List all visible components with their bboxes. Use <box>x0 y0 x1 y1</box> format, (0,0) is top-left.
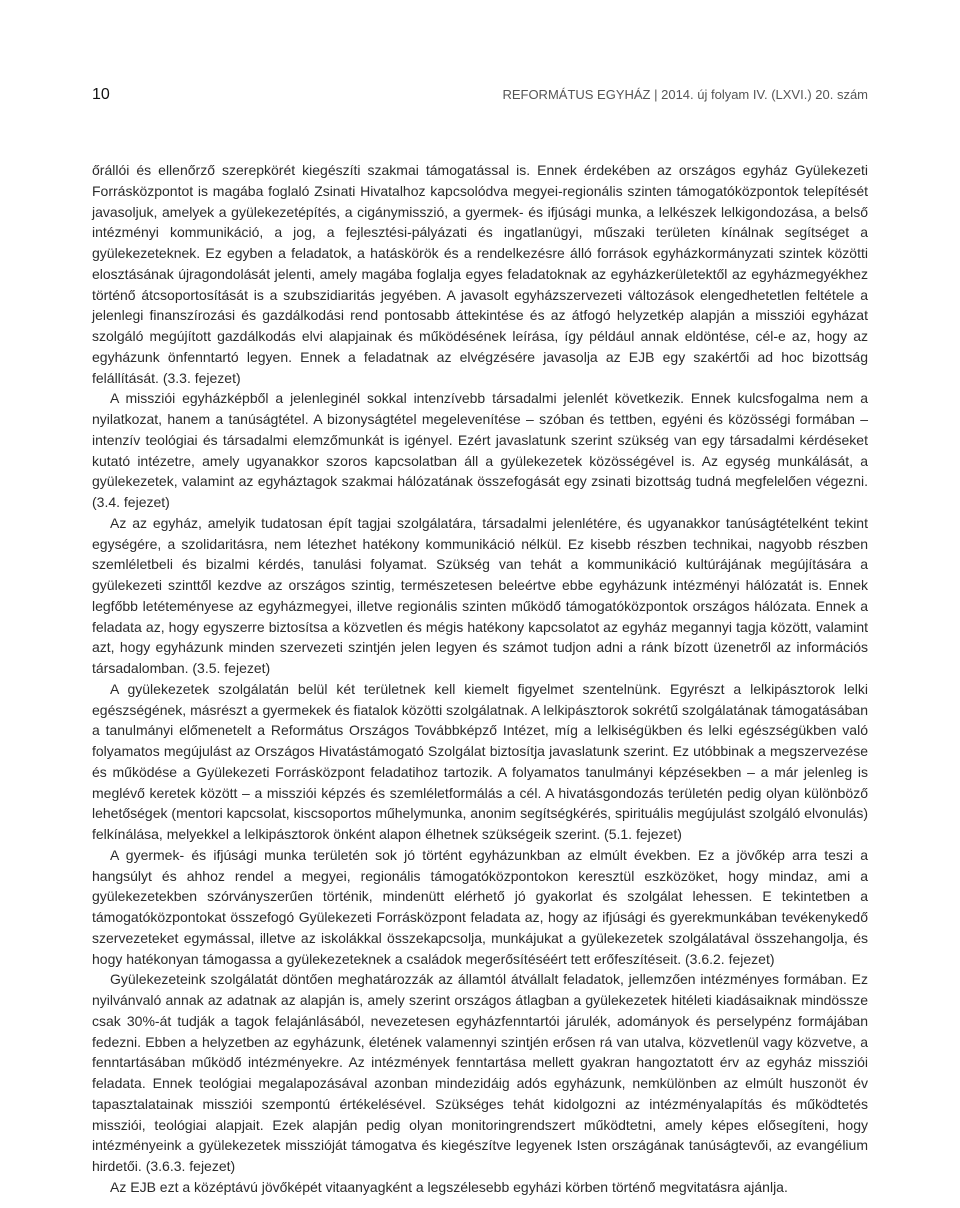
page-header <box>92 86 868 110</box>
paragraph: A gyermek- és ifjúsági munka területén sok jó történt egyházunkban az elmúlt években. Ez a jövőkép arra teszi a hangsúlyt és ahhoz rendel a megyei, regionális támogatóközpontokon keresztül eszközöket, hogy mindaz, ami a gyülekezetekben szórványszerűen történik, mindenütt elérhető jó gyakorlat és szolgálat lehessen. E tekintetben a támogatóközpontokat összefogó Gyülekezeti Forrásközpont feladata az, hogy az ifjúsági és gyerekmunkában tevékenykedő szervezeteket egymással, illetve az iskolákkal összekapcsolja, munkájukat a gyülekezetek szolgálatával összehangolja, és hogy hatékonyan támogassa a gyülekezeteknek a családok megerősítéséért tett erőfeszítéseit. (3.6.2. fejezet) <box>92 846 868 967</box>
paragraph: őrállói és ellenőrző szerepkörét kiegészíti szakmai támogatással is. Ennek érdekében az országos egyház Gyülekezeti Forrásközpontot is magába foglaló Zsinati Hivatalhoz kapcsolódva megyei-regionális szinten támogatóközpontok telepítését javasoljuk, amelyek a gyülekezetépítés, a cigánymisszió, a gyermek- és ifjúsági munka, a lelkészek lelkigondozása, a belső intézményi kommunikáció, a jog, a fejlesztési-pályázati és ingatlanügyi, műszaki területen kínálnak segítséget a gyülekezeteknek. Ez egyben a feladatok, a hatáskörök és a rendelkezésre álló források egyházkormányzati szintek közötti elosztásának újragondolását jelenti, amely magába foglalja egyes feladatoknak az egyházkerületektől az egyházmegyékhez történő átcsoportosítását is a szubszidiaritás jegyében. A javasolt egyházszervezeti változások elengedhetetlen feltétele a jelenlegi finanszírozási és gazdálkodási rend pontosabb áttekintése és az átfogó helyzetkép alapján a missziói egyházat szolgáló megújított gazdálkodás elvi alapjainak és működésének leírása, így például annak eldöntése, cél-e az, hogy az egyházunk önfenntartó legyen. Ennek a feladatnak az elvégzésére javasolja az EJB egy szakértői ad hoc bizottság felállítását. (3.3. fejezet) <box>92 162 868 386</box>
page-number: 10 <box>92 86 110 103</box>
paragraph: Az az egyház, amelyik tudatosan épít tagjai szolgálatára, társadalmi jelenlétére, és ugyanakkor tanúságtételként tekint egységére, a szolidaritásra, nem létezhet hatékony kommunikáció nélkül. Ez kisebb részben technikai, nagyobb részben szemléletbeli és bizalmi kérdés, tanulási folyamat. Szükség van tehát a kommunikáció kultúrájának megújítására a gyülekezeti szinttől kezdve az országos szintig, természetesen beleértve ebbe egyházunk intézményi hálózatát is. Ennek legfőbb letéteményese az egyházmegyei, illetve regionális szinten működő támogatóközpontok országos hálózata. Ennek a feladata az, hogy egyszerre biztosítsa a közvetlen és mégis hatékony kapcsolatot az egyház megannyi tagja között, valamint azt, hogy egyházunk minden szervezeti szintjén jelen legyen és számot tudjon adni a ránk bízott üzenetről az információs társadalomban. (3.5. fejezet) <box>92 514 868 676</box>
running-head: REFORMÁTUS EGYHÁZ | 2014. új folyam IV. (LXVI.) 20. szám <box>502 87 868 102</box>
paragraph: A missziói egyházképből a jelenleginél sokkal intenzívebb társadalmi jelenlét következik. Ennek kulcsfogalma nem a nyilatkozat, hanem a tanúságtétel. A bizonyságtétel megelevenítése – szóban és tettben, egyéni és közösségi formában – intenzív teológiai és társadalmi elemzőmunkát is igényel. Ezért javaslatunk szerint szükség van egy társadalmi kérdéseket kutató intézetre, amely ugyanakkor szoros kapcsolatban áll a gyülekezetek közösségével is. Az egység munkálását, a gyülekezetek, valamint az egyháztagok szakmai hálózatának összefogását egy zsinati bizottság tudná megfelelően végezni. (3.4. fejezet) <box>92 390 868 510</box>
paragraph: Gyülekezeteink szolgálatát döntően meghatározzák az államtól átvállalt feladatok, jellemzően intézményes formában. Ez nyilvánvaló annak az adatnak az alapján is, amely szerint országos átlagban a gyülekezetek hitéleti kiadásaiknak mindössze csak 30%-át tudják a tagok felajánlásából, nevezetesen egyházfenntartói járulék, adományok és perselypénz formájában fedezni. Ebben a helyzetben az egyházunk, életének valamennyi szintjén erősen rá van utalva, közvetlenül vagy közvetve, a fenntartásában működő intézményekre. Az intézmények fenntartása mellett gyakran hangoztatott érv az egyház missziói feladata. Ennek teológiai megalapozásával azonban mindezidáig adós egyházunk, nemkülönben az elmúlt huszonöt év tapasztalatainak missziói szempontú értékelésével. Szükséges tehát kidolgozni az intézményalapítás és működtetés missziói, teológiai alapjait. Ezek alapján pedig olyan monitoringrendszert működtetni, amely képes elősegíteni, hogy intézményeink a gyülekezetek misszióját támogatva és kiegészítve legyenek Isten országának tanúságtevői, az evangélium hirdetői. (3.6.3. fejezet) <box>92 971 868 1174</box>
body-text <box>92 160 868 1198</box>
paragraph: A gyülekezetek szolgálatán belül két területnek kell kiemelt figyelmet szentelnünk. Egyrészt a lelkipásztorok lelki egészségének, másrészt a gyermekek és fiatalok közötti szolgálatnak. A lelkipásztorok sokrétű szolgálatának támogatásában a tanulmányi előmenetelt a Református Országos Továbbképző Intézet, míg a lelkiségükben és lelki egészségükben való folyamatos megújulást az Országos Hivatástámogató Szolgálat biztosítja javaslatunk szerint. Ez utóbbinak a megszervezése és működése a Gyülekezeti Forrásközpont feladatihoz tartozik. A folyamatos tanulmányi képzésekben – a már jelenleg is meglévő keretek között – a missziói képzés és szemléletformálás a cél. A hivatásgondozás területén pedig olyan különböző lehetőségek (mentori kapcsolat, kiscsoportos műhelymunka, anonim segítségkérés, spirituális megújulást szolgáló elvonulás) felkínálása, melyekkel a lelkipásztorok önként alapon élhetnek szükségeik szerint. (5.1. fejezet) <box>92 680 868 842</box>
paragraph: Az EJB ezt a középtávú jövőképét vitaanyagként a legszélesebb egyházi körben történő megvitatásra ajánlja. <box>110 1178 788 1195</box>
